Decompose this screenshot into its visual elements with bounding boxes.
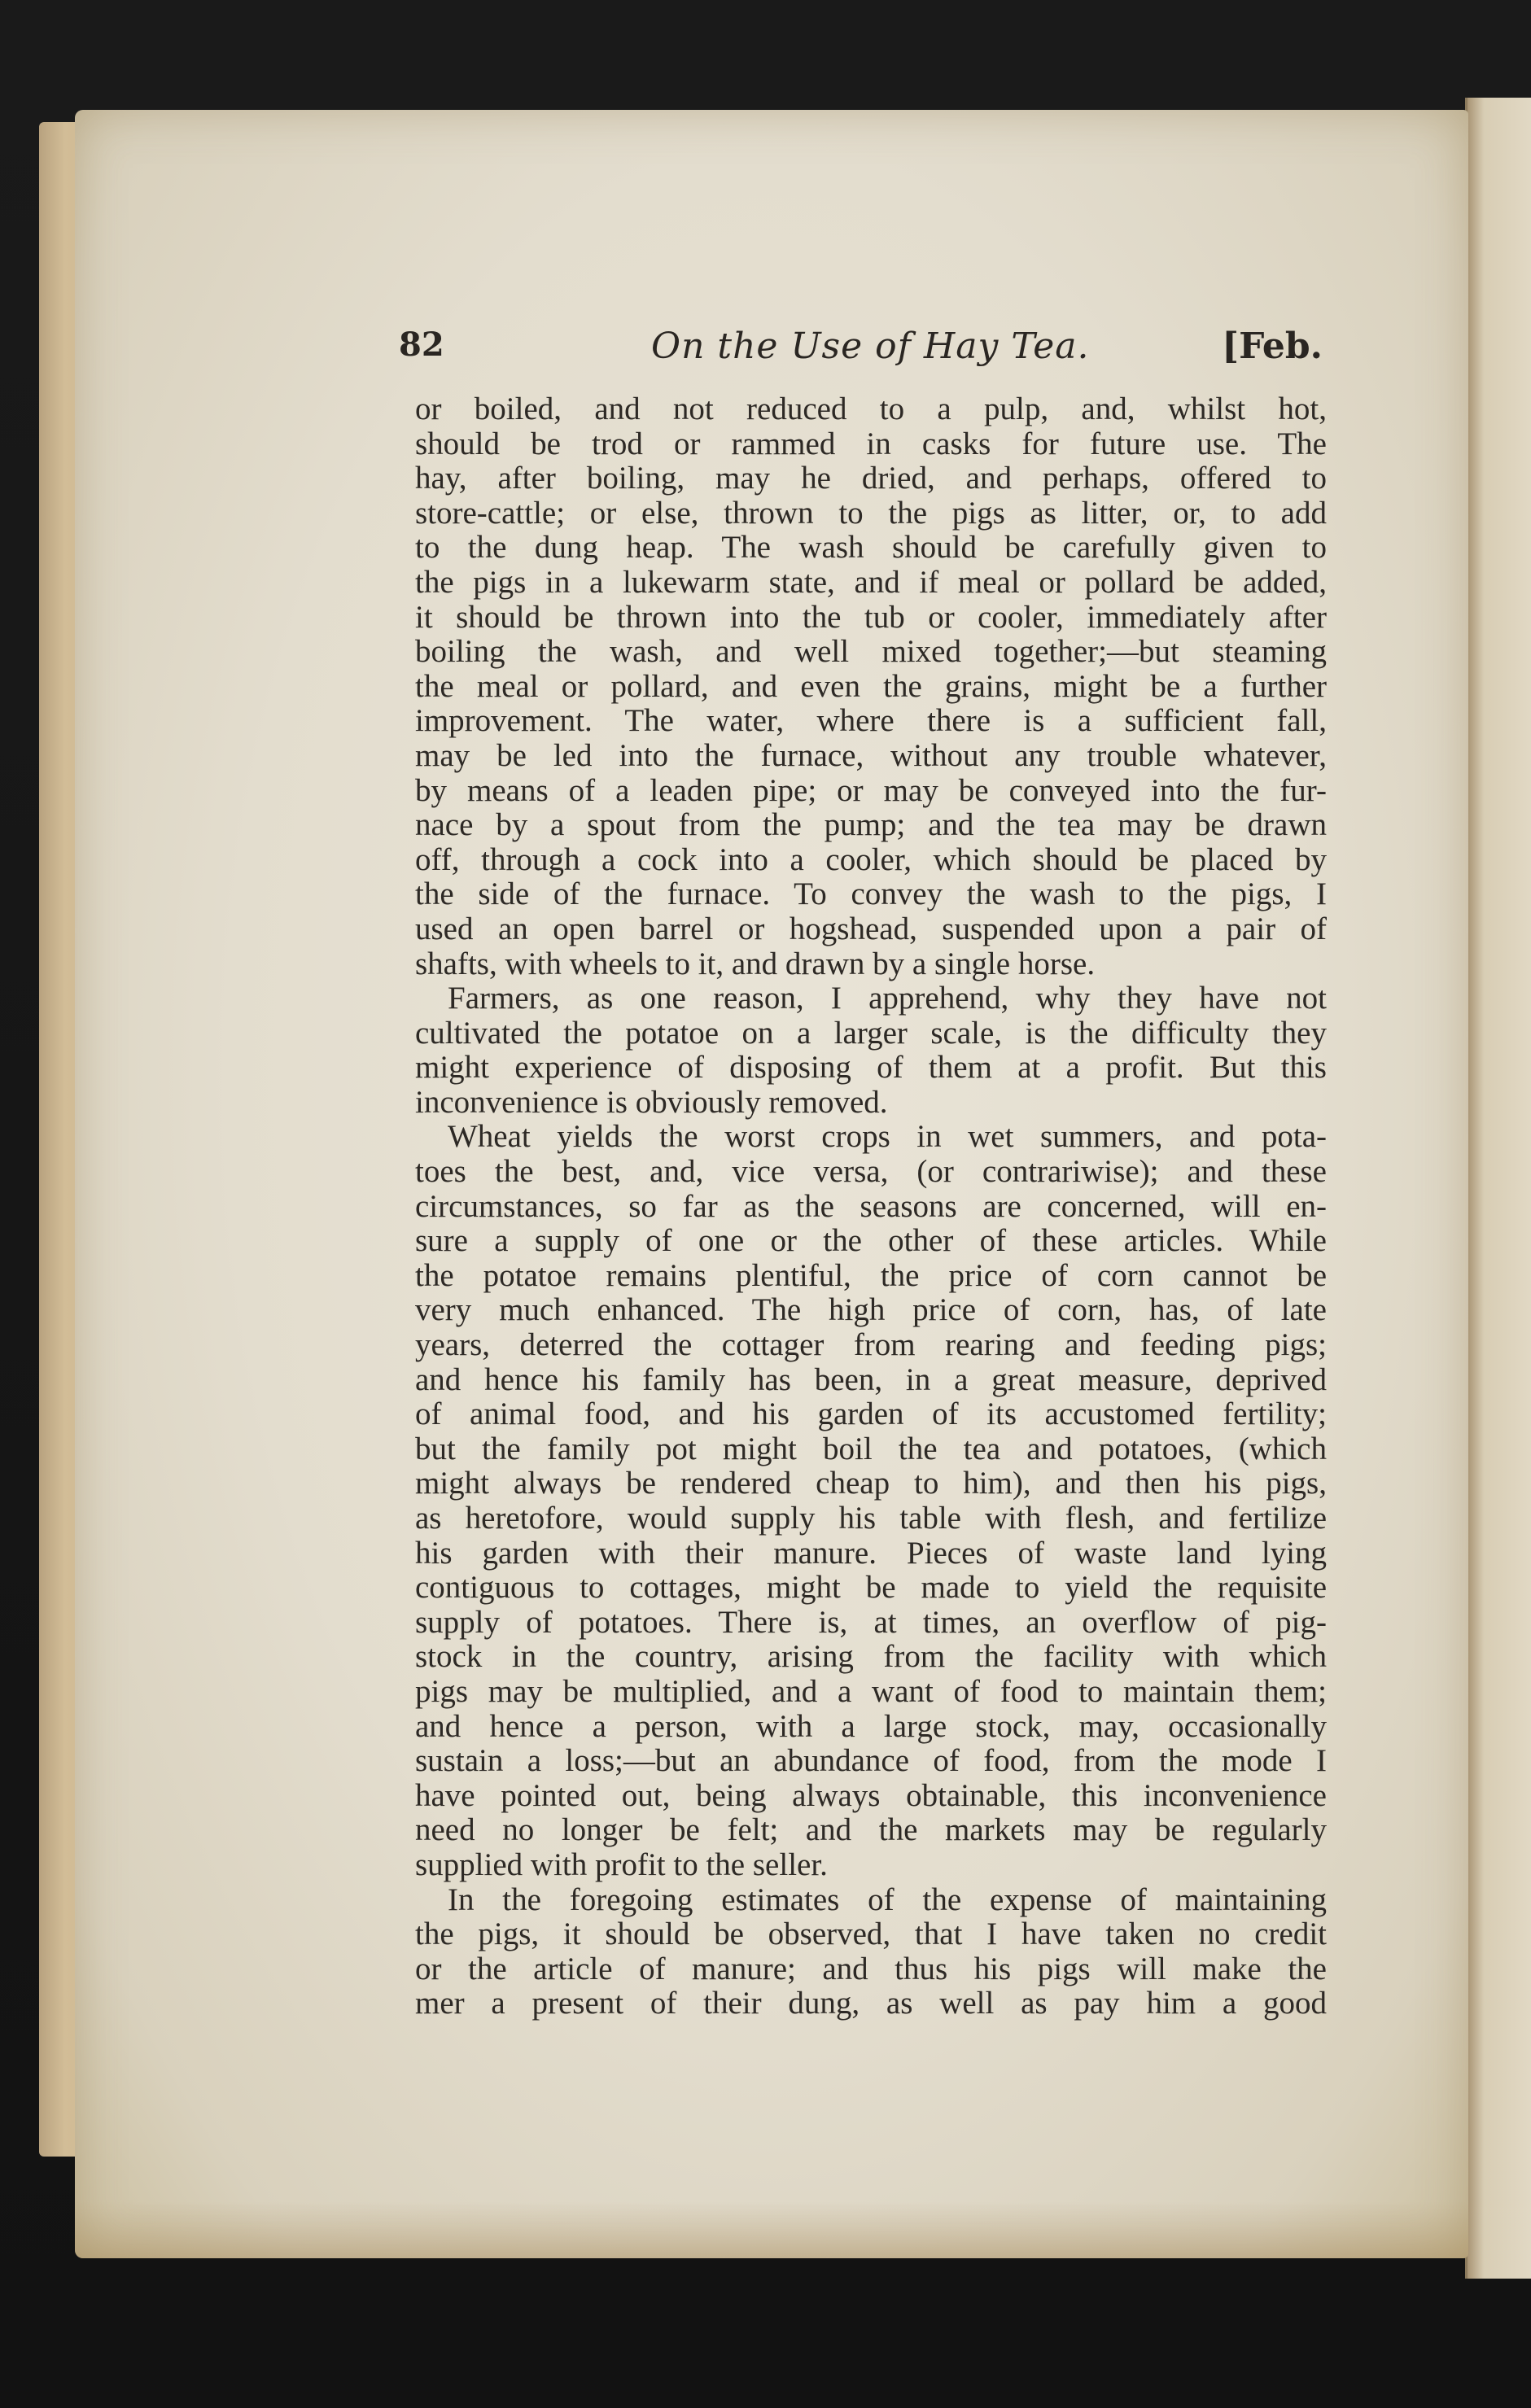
text-line: need no longer be felt; and the markets may be regularly (415, 1813, 1327, 1848)
text-line: improvement. The water, where there is a sufficient fall, (415, 704, 1327, 739)
text-line: contiguous to cottages, might be made to yield the requisite (415, 1571, 1327, 1606)
text-line: have pointed out, being always obtainable, this inconvenience (415, 1778, 1327, 1813)
text-line: might always be rendered cheap to him), and then his pigs, (415, 1466, 1327, 1501)
adjacent-page-edge (1465, 98, 1531, 2279)
text-line: boiling the wash, and well mixed together;—but steaming (415, 635, 1327, 670)
text-line: sustain a loss;—but an abundance of food, from the mode I (415, 1744, 1327, 1779)
text-line: but the family pot might boil the tea and potatoes, (which (415, 1431, 1327, 1466)
text-line: might experience of disposing of them at a profit. But this (415, 1051, 1327, 1086)
text-line: the pigs in a lukewarm state, and if meal or pollard be added, (415, 565, 1327, 600)
text-line: and hence a person, with a large stock, may, occasionally (415, 1709, 1327, 1744)
running-header (399, 326, 1323, 374)
running-title: On the Use of Hay Tea. (651, 326, 1090, 367)
text-line: hay, after boiling, may he dried, and perhaps, offered to (415, 461, 1327, 496)
text-line: shafts, with wheels to it, and drawn by a single horse. (415, 946, 1096, 981)
text-line: and hence his family has been, in a great measure, deprived (415, 1362, 1327, 1397)
text-line: stock in the country, arising from the facility with which (415, 1640, 1327, 1675)
text-line: or boiled, and not reduced to a pulp, and, whilst hot, (415, 392, 1327, 426)
text-line: it should be thrown into the tub or cooler, immediately after (415, 600, 1327, 635)
text-line: inconvenience is obviously removed. (415, 1085, 888, 1120)
text-line: the potatoe remains plentiful, the price of corn cannot be (415, 1258, 1327, 1293)
text-line: the meal or pollard, and even the grains, might be a further (415, 669, 1327, 704)
text-line: or the article of manure; and thus his pigs will make the (415, 1951, 1327, 1986)
text-line: Farmers, as one reason, I apprehend, why they have not (448, 981, 1327, 1016)
text-line: sure a supply of one or the other of these articles. While (415, 1224, 1327, 1259)
text-line: supplied with profit to the seller. (415, 1847, 828, 1882)
text-line: In the foregoing estimates of the expense of maintaining (448, 1882, 1327, 1917)
text-line: pigs may be multiplied, and a want of food to maintain them; (415, 1674, 1327, 1709)
text-line: nace by a spout from the pump; and the tea may be drawn (415, 808, 1327, 843)
text-line: toes the best, and, vice versa, (or contrariwise); and these (415, 1155, 1327, 1190)
text-line: may be led into the furnace, without any trouble whatever, (415, 738, 1327, 773)
text-line: as heretofore, would supply his table with flesh, and fertilize (415, 1501, 1327, 1536)
text-line: very much enhanced. The high price of corn, has, of late (415, 1293, 1327, 1328)
text-line: years, deterred the cottager from rearing and feeding pigs; (415, 1328, 1327, 1363)
text-line: used an open barrel or hogshead, suspended upon a pair of (415, 911, 1327, 946)
text-line: of animal food, and his garden of its accustomed fertility; (415, 1397, 1327, 1432)
text-line: his garden with their manure. Pieces of waste land lying (415, 1536, 1327, 1571)
text-line: cultivated the potatoe on a larger scale, is the difficulty they (415, 1016, 1327, 1051)
text-line: the side of the furnace. To convey the wash to the pigs, I (415, 877, 1327, 912)
text-line: should be trod or rammed in casks for future use. The (415, 426, 1327, 461)
text-line: supply of potatoes. There is, at times, an overflow of pig- (415, 1605, 1327, 1640)
text-line: the pigs, it should be observed, that I have taken no credit (415, 1917, 1327, 1952)
text-line: by means of a leaden pipe; or may be conveyed into the fur- (415, 773, 1327, 808)
text-line: to the dung heap. The wash should be carefully given to (415, 531, 1327, 566)
text-line: store-cattle; or else, thrown to the pigs as litter, or, to add (415, 496, 1327, 531)
text-line: off, through a cock into a cooler, which should be placed by (415, 842, 1327, 877)
text-line: Wheat yields the worst crops in wet summers, and pota- (448, 1120, 1327, 1155)
body-text (415, 392, 1327, 2021)
header-month: [Feb. (1222, 326, 1323, 367)
text-line: circumstances, so far as the seasons are concerned, will en- (415, 1189, 1327, 1224)
text-line: mer a present of their dung, as well as pay him a good (415, 1986, 1327, 2021)
page-number: 82 (399, 326, 444, 364)
